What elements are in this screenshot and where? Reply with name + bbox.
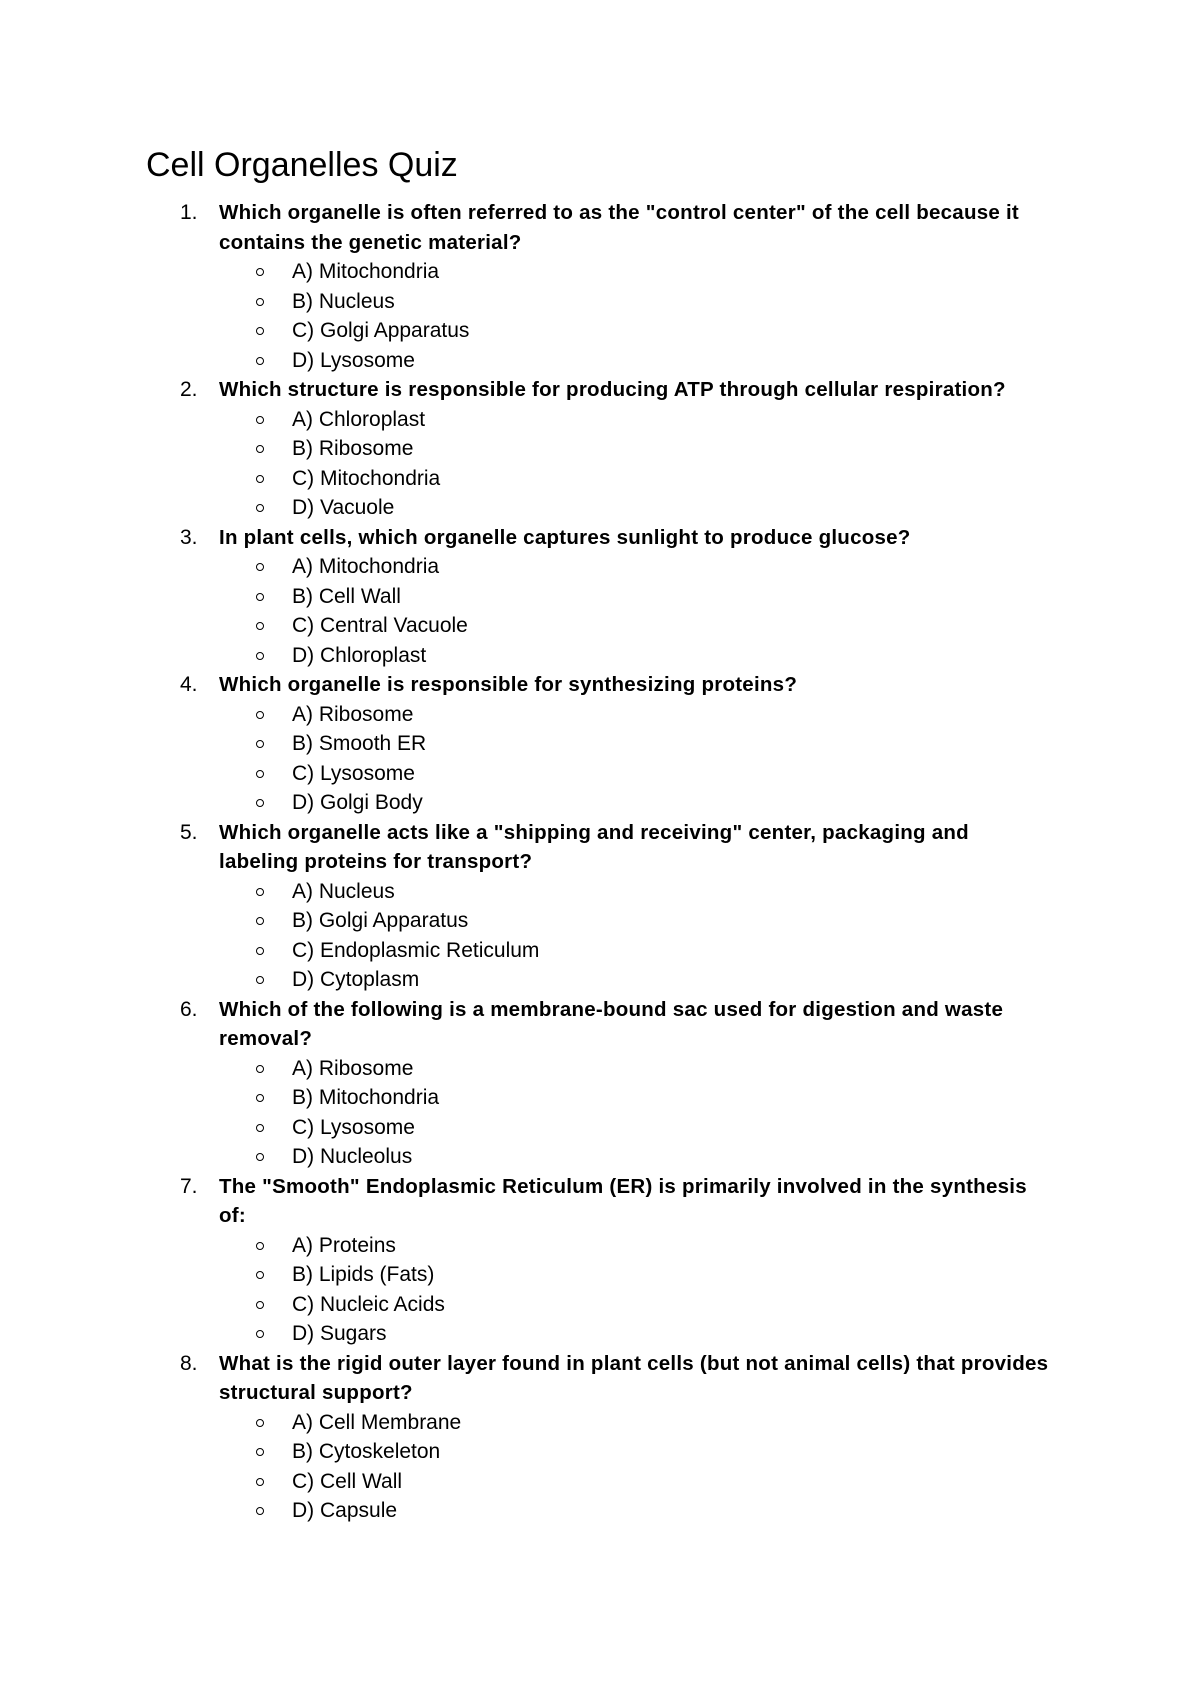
option-label: B) Nucleus bbox=[292, 289, 395, 313]
answer-option bbox=[219, 1054, 1050, 1084]
circle-bullet-icon bbox=[256, 1153, 264, 1161]
question-text: What is the rigid outer layer found in plant cells (but not animal cells) that provides structural support? bbox=[219, 1351, 1049, 1404]
option-label: C) Golgi Apparatus bbox=[292, 319, 470, 342]
circle-bullet-icon bbox=[256, 298, 264, 306]
question-item bbox=[0, 198, 1200, 375]
option-label: A) Ribosome bbox=[292, 702, 414, 726]
question-item bbox=[0, 1349, 1200, 1526]
answer-option bbox=[219, 965, 1050, 995]
answer-option bbox=[219, 1260, 1050, 1290]
circle-bullet-icon bbox=[256, 1507, 264, 1515]
circle-bullet-icon bbox=[256, 947, 264, 955]
question-number: 6. bbox=[180, 997, 198, 1021]
answer-option bbox=[219, 1496, 1050, 1526]
circle-bullet-icon bbox=[256, 1448, 264, 1456]
option-list bbox=[219, 257, 1050, 375]
option-label: C) Cell Wall bbox=[292, 1469, 403, 1493]
question-item bbox=[0, 1172, 1200, 1349]
circle-bullet-icon bbox=[256, 711, 264, 719]
circle-bullet-icon bbox=[256, 327, 264, 335]
answer-option bbox=[219, 287, 1050, 317]
circle-bullet-icon bbox=[256, 1478, 264, 1486]
circle-bullet-icon bbox=[256, 1242, 264, 1250]
answer-option bbox=[219, 611, 1050, 641]
answer-option bbox=[219, 493, 1050, 523]
question-number: 3. bbox=[180, 525, 198, 549]
option-label: C) Nucleic Acids bbox=[292, 1292, 445, 1316]
option-label: B) Golgi Apparatus bbox=[292, 909, 469, 932]
question-number: 7. bbox=[180, 1174, 198, 1198]
option-label: A) Cell Membrane bbox=[292, 1410, 462, 1434]
answer-option bbox=[219, 582, 1050, 612]
option-list bbox=[219, 1408, 1050, 1526]
option-label: B) Cell Wall bbox=[292, 584, 401, 608]
option-label: C) Mitochondria bbox=[292, 466, 441, 490]
option-label: D) Lysosome bbox=[292, 348, 415, 372]
answer-option bbox=[219, 346, 1050, 376]
answer-option bbox=[219, 729, 1050, 759]
circle-bullet-icon bbox=[256, 563, 264, 571]
answer-option bbox=[219, 1113, 1050, 1143]
question-number: 4. bbox=[180, 673, 198, 696]
question-text: Which organelle is responsible for synthesizing proteins? bbox=[219, 673, 798, 696]
question-text: Which organelle is often referred to as the "control center" of the cell because it contains the genetic material? bbox=[219, 201, 1020, 254]
question-text: The "Smooth" Endoplasmic Reticulum (ER) is primarily involved in the synthesis of: bbox=[219, 1174, 1027, 1227]
question-number: 1. bbox=[180, 201, 198, 224]
option-label: D) Cytoplasm bbox=[292, 968, 420, 991]
circle-bullet-icon bbox=[256, 1271, 264, 1279]
option-label: B) Cytoskeleton bbox=[292, 1440, 441, 1463]
answer-option bbox=[219, 1290, 1050, 1320]
answer-option bbox=[219, 464, 1050, 494]
circle-bullet-icon bbox=[256, 1301, 264, 1309]
option-label: B) Smooth ER bbox=[292, 732, 427, 755]
option-label: C) Central Vacuole bbox=[292, 614, 468, 637]
option-label: D) Vacuole bbox=[292, 496, 395, 519]
answer-option bbox=[219, 759, 1050, 789]
answer-option bbox=[219, 1083, 1050, 1113]
answer-option bbox=[219, 877, 1050, 907]
option-list bbox=[219, 1054, 1050, 1172]
option-label: B) Ribosome bbox=[292, 437, 414, 460]
option-label: C) Lysosome bbox=[292, 761, 415, 785]
option-label: A) Ribosome bbox=[292, 1056, 414, 1080]
answer-option bbox=[219, 405, 1050, 435]
answer-option bbox=[219, 700, 1050, 730]
question-item bbox=[0, 375, 1200, 523]
answer-option bbox=[219, 257, 1050, 287]
question-list bbox=[0, 198, 1200, 1526]
option-label: C) Endoplasmic Reticulum bbox=[292, 938, 540, 962]
circle-bullet-icon bbox=[256, 1330, 264, 1338]
circle-bullet-icon bbox=[256, 888, 264, 896]
option-label: B) Mitochondria bbox=[292, 1086, 440, 1109]
answer-option bbox=[219, 1408, 1050, 1438]
circle-bullet-icon bbox=[256, 740, 264, 748]
answer-option bbox=[219, 788, 1050, 818]
answer-option bbox=[219, 1437, 1050, 1467]
answer-option bbox=[219, 434, 1050, 464]
circle-bullet-icon bbox=[256, 917, 264, 925]
question-text: Which structure is responsible for producing ATP through cellular respiration? bbox=[219, 378, 1006, 401]
question-number: 8. bbox=[180, 1351, 198, 1375]
option-label: A) Chloroplast bbox=[292, 407, 426, 431]
answer-option bbox=[219, 906, 1050, 936]
circle-bullet-icon bbox=[256, 799, 264, 807]
circle-bullet-icon bbox=[256, 445, 264, 453]
circle-bullet-icon bbox=[256, 976, 264, 984]
option-label: D) Sugars bbox=[292, 1322, 387, 1345]
option-label: D) Nucleolus bbox=[292, 1145, 413, 1168]
answer-option bbox=[219, 1142, 1050, 1172]
option-label: A) Nucleus bbox=[292, 879, 395, 903]
circle-bullet-icon bbox=[256, 770, 264, 778]
circle-bullet-icon bbox=[256, 1065, 264, 1073]
circle-bullet-icon bbox=[256, 504, 264, 512]
question-item bbox=[0, 818, 1200, 995]
circle-bullet-icon bbox=[256, 593, 264, 601]
option-label: D) Chloroplast bbox=[292, 643, 427, 667]
option-list bbox=[219, 877, 1050, 995]
option-label: D) Golgi Body bbox=[292, 791, 423, 814]
circle-bullet-icon bbox=[256, 268, 264, 276]
answer-option bbox=[219, 936, 1050, 966]
answer-option bbox=[219, 316, 1050, 346]
circle-bullet-icon bbox=[256, 1124, 264, 1132]
question-number: 2. bbox=[180, 378, 198, 401]
circle-bullet-icon bbox=[256, 1419, 264, 1427]
option-label: C) Lysosome bbox=[292, 1115, 415, 1139]
circle-bullet-icon bbox=[256, 652, 264, 660]
option-list bbox=[219, 1231, 1050, 1349]
answer-option bbox=[219, 1231, 1050, 1261]
question-number: 5. bbox=[180, 820, 198, 844]
answer-option bbox=[219, 1319, 1050, 1349]
option-list bbox=[219, 405, 1050, 523]
circle-bullet-icon bbox=[256, 475, 264, 483]
option-list bbox=[219, 552, 1050, 670]
question-item bbox=[0, 523, 1200, 671]
option-label: D) Capsule bbox=[292, 1499, 398, 1522]
circle-bullet-icon bbox=[256, 1094, 264, 1102]
circle-bullet-icon bbox=[256, 416, 264, 424]
question-text: Which organelle acts like a "shipping and receiving" center, packaging and labeling proteins for transport? bbox=[219, 820, 969, 873]
answer-option bbox=[219, 552, 1050, 582]
question-item bbox=[0, 995, 1200, 1172]
question-item bbox=[0, 670, 1200, 818]
page-title: Cell Organelles Quiz bbox=[146, 146, 458, 184]
answer-option bbox=[219, 1467, 1050, 1497]
option-label: A) Mitochondria bbox=[292, 555, 440, 578]
option-label: B) Lipids (Fats) bbox=[292, 1263, 435, 1286]
option-list bbox=[219, 700, 1050, 818]
question-text: Which of the following is a membrane-bound sac used for digestion and waste removal? bbox=[219, 997, 1004, 1050]
option-label: A) Mitochondria bbox=[292, 260, 440, 283]
circle-bullet-icon bbox=[256, 622, 264, 630]
option-label: A) Proteins bbox=[292, 1233, 396, 1257]
answer-option bbox=[219, 641, 1050, 671]
question-text: In plant cells, which organelle captures sunlight to produce glucose? bbox=[219, 525, 911, 549]
circle-bullet-icon bbox=[256, 357, 264, 365]
